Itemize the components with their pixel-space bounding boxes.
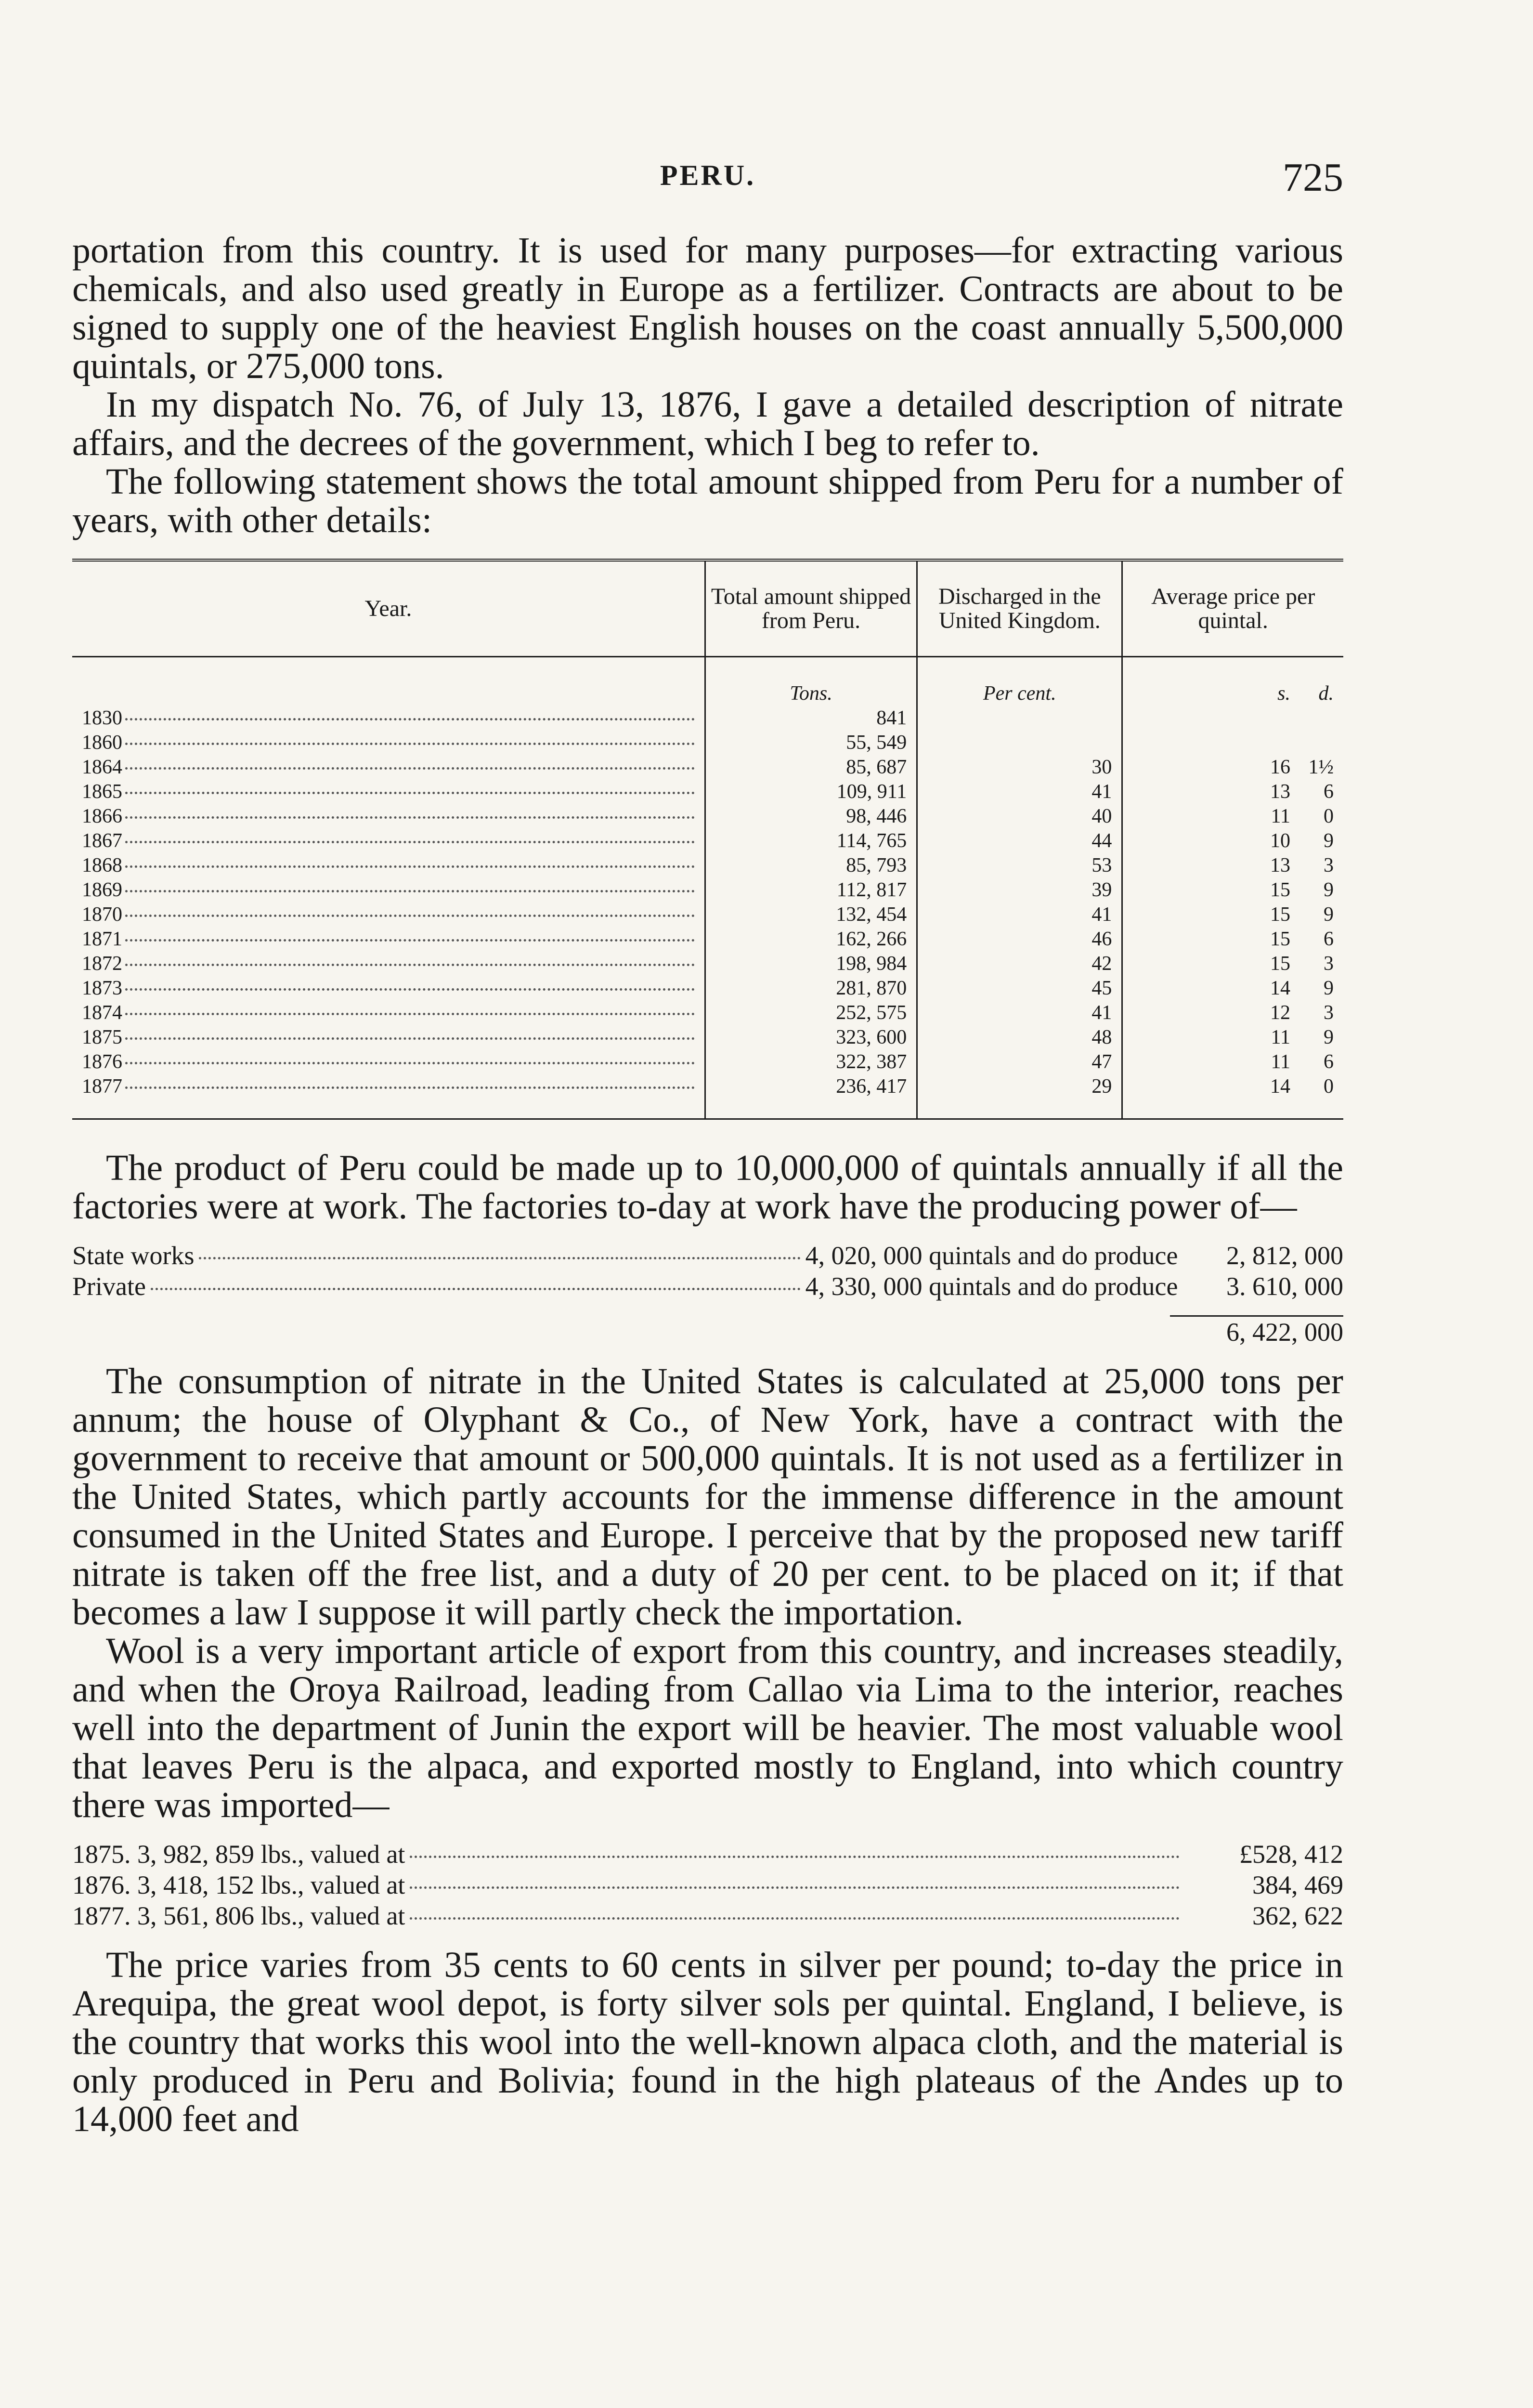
tons-cell: 841 [705, 706, 917, 731]
year-value: 1866 [82, 805, 122, 827]
table-row [72, 1001, 1343, 1025]
price-pence: 6 [1324, 781, 1334, 803]
column-header-total: Total amount shipped from Peru. [705, 560, 917, 657]
tons-cell: 323, 600 [705, 1025, 917, 1050]
leader-dots [410, 1917, 1180, 1920]
ledger-label: 1877. 3, 561, 806 lbs., valued at [72, 1901, 405, 1930]
column-header-year: Year. [72, 560, 705, 657]
table-row [72, 952, 1343, 976]
ledger-amount: 384, 469 [1252, 1871, 1343, 1899]
leader-dots [125, 743, 695, 745]
column-header-price: Average price per quintal. [1122, 560, 1343, 657]
table-row [72, 706, 1343, 731]
price-cell [1122, 1025, 1343, 1050]
tons-cell: 322, 387 [705, 1050, 917, 1074]
table-row [72, 829, 1343, 853]
paragraph: portation from this country. It is used for many purposes—for extracting various chemicals, and also used greatly in Europe as a fertilizer. Contracts are about to be signed to supply one of the heaviest English houses on the coast annually 5,500,000 quintals, or 275,000 tons. [72, 230, 1343, 386]
year-value: 1865 [82, 781, 122, 803]
percent-cell: 41 [917, 780, 1122, 804]
ledger-line [72, 1839, 1343, 1870]
leader-dots [125, 718, 695, 720]
leader-dots [125, 1062, 695, 1064]
leader-dots [125, 890, 695, 892]
year-cell [72, 755, 705, 780]
page-body [72, 231, 1343, 2138]
price-cell [1122, 1001, 1343, 1025]
year-value: 1869 [82, 879, 122, 901]
year-cell [72, 829, 705, 853]
leader-dots [125, 988, 695, 991]
price-cell [1122, 780, 1343, 804]
leader-dots [125, 792, 695, 794]
ledger-amount: 362, 622 [1252, 1901, 1343, 1930]
price-shillings: 13 [1270, 854, 1290, 877]
tons-cell: 281, 870 [705, 976, 917, 1001]
price-pence: 6 [1324, 1051, 1334, 1073]
percent-cell: 39 [917, 878, 1122, 903]
paragraph: Wool is a very important article of export from this country, and increases steadily, and when the Oroya Railroad, leading from Callao via Lima to the interior, reaches well into the department of Junin the export will be heavier. The most valuable wool that leaves Peru is the alpaca, and exported mostly to England, into which country there was imported— [72, 1631, 1343, 1825]
page-title: PERU. [660, 159, 756, 191]
table-row [72, 1050, 1343, 1074]
price-cell [1122, 731, 1343, 755]
year-cell [72, 976, 705, 1001]
price-pence: 9 [1324, 879, 1334, 901]
paragraph: The product of Peru could be made up to 10,000,000 of quintals annually if all the factories were at work. The factories to-day at work have the producing power of— [72, 1148, 1343, 1227]
price-cell [1122, 1050, 1343, 1074]
year-cell [72, 952, 705, 976]
year-cell [72, 1074, 705, 1119]
price-shillings: 15 [1270, 928, 1290, 950]
percent-cell [917, 706, 1122, 731]
ledger-detail: 4, 020, 000 quintals and do produce [805, 1241, 1178, 1270]
tons-cell: 252, 575 [705, 1001, 917, 1025]
leader-dots [125, 767, 695, 770]
ledger-total: 6, 422, 000 [1226, 1318, 1343, 1347]
leader-dots [125, 1037, 695, 1040]
year-value: 1877 [82, 1075, 122, 1098]
leader-dots [410, 1886, 1180, 1889]
tons-cell: 162, 266 [705, 927, 917, 952]
tons-cell: 85, 687 [705, 755, 917, 780]
price-shillings: 15 [1270, 879, 1290, 901]
leader-dots [125, 1013, 695, 1015]
year-value: 1870 [82, 903, 122, 926]
price-pence: 3 [1324, 854, 1334, 877]
page-number: 725 [1283, 155, 1343, 200]
unit-cell [72, 657, 705, 707]
tons-cell: 112, 817 [705, 878, 917, 903]
leader-dots [125, 1086, 695, 1089]
price-pence: 3 [1324, 1002, 1334, 1024]
price-shillings: 11 [1271, 1051, 1290, 1073]
table-row [72, 1074, 1343, 1119]
year-cell [72, 731, 705, 755]
leader-dots [151, 1288, 801, 1290]
year-value: 1830 [82, 707, 122, 729]
leader-dots [410, 1856, 1180, 1858]
year-cell [72, 1025, 705, 1050]
table-row [72, 804, 1343, 829]
year-cell [72, 903, 705, 927]
ledger-label: Private [72, 1272, 146, 1301]
unit-row [72, 657, 1343, 707]
price-pence: 9 [1324, 1026, 1334, 1048]
percent-cell: 47 [917, 1050, 1122, 1074]
price-shillings: 11 [1271, 1026, 1290, 1048]
price-cell [1122, 755, 1343, 780]
price-pence: 9 [1324, 903, 1334, 926]
tons-cell: 98, 446 [705, 804, 917, 829]
wool-imports-ledger [72, 1839, 1343, 1931]
ledger-label: State works [72, 1241, 195, 1270]
paragraph: The consumption of nitrate in the United States is calculated at 25,000 tons per annum; the house of Olyphant & Co., of New York, have a contract with the government to receive that amount or 500,000 quintals. It is not used as a fertilizer in the United States, which partly accounts for the immense difference in the amount consumed in the United States and Europe. I perceive that by the proposed new tariff nitrate is taken off the free list, and a duty of 20 per cent. to be placed on it; if that becomes a law I suppose it will partly check the importation. [72, 1361, 1343, 1633]
price-pence: 0 [1324, 1075, 1334, 1098]
percent-cell: 29 [917, 1074, 1122, 1119]
table-row [72, 976, 1343, 1001]
price-pence: 6 [1324, 928, 1334, 950]
tons-cell: 55, 549 [705, 731, 917, 755]
ledger-line [72, 1900, 1343, 1931]
paragraph: The following statement shows the total amount shipped from Peru for a number of years, with other details: [72, 461, 1343, 540]
table-row [72, 853, 1343, 878]
price-pence: 0 [1324, 805, 1334, 827]
unit-pence: d. [1318, 682, 1334, 705]
year-cell [72, 706, 705, 731]
price-cell [1122, 829, 1343, 853]
price-cell [1122, 903, 1343, 927]
running-head [72, 155, 1343, 202]
year-value: 1860 [82, 732, 122, 754]
year-value: 1871 [82, 928, 122, 950]
percent-cell: 41 [917, 903, 1122, 927]
price-shillings: 15 [1270, 903, 1290, 926]
year-value: 1873 [82, 977, 122, 999]
price-pence: 9 [1324, 830, 1334, 852]
price-pence: 1½ [1308, 756, 1334, 778]
ledger-line [72, 1870, 1343, 1900]
price-cell [1122, 976, 1343, 1001]
price-cell [1122, 1074, 1343, 1119]
works-ledger [72, 1240, 1343, 1348]
percent-cell: 48 [917, 1025, 1122, 1050]
leader-dots [125, 964, 695, 966]
table-row [72, 878, 1343, 903]
table-row [72, 903, 1343, 927]
year-value: 1872 [82, 953, 122, 975]
percent-cell: 44 [917, 829, 1122, 853]
table-row [72, 755, 1343, 780]
ledger-amount: 2, 812, 000 [1226, 1241, 1343, 1270]
paragraph: In my dispatch No. 76, of July 13, 1876, I gave a detailed description of nitrate affairs, and the decrees of the government, which I beg to refer to. [72, 384, 1343, 463]
unit-shillings: s. [1277, 682, 1290, 705]
column-header-discharged: Discharged in the United Kingdom. [917, 560, 1122, 657]
table-row [72, 1025, 1343, 1050]
percent-cell [917, 731, 1122, 755]
price-cell [1122, 878, 1343, 903]
price-cell [1122, 706, 1343, 731]
table-row [72, 780, 1343, 804]
year-value: 1875 [82, 1026, 122, 1048]
price-shillings: 11 [1271, 805, 1290, 827]
ledger-label: 1876. 3, 418, 152 lbs., valued at [72, 1871, 405, 1899]
table-row [72, 731, 1343, 755]
year-cell [72, 804, 705, 829]
year-cell [72, 1050, 705, 1074]
price-pence: 3 [1324, 953, 1334, 975]
nitrate-shipments-table [72, 559, 1343, 1120]
price-shillings: 12 [1270, 1002, 1290, 1024]
percent-cell: 41 [917, 1001, 1122, 1025]
price-cell [1122, 952, 1343, 976]
leader-dots [125, 915, 695, 917]
price-cell [1122, 853, 1343, 878]
unit-cell-tons: Tons. [705, 657, 917, 707]
percent-cell: 30 [917, 755, 1122, 780]
price-shillings: 14 [1270, 1075, 1290, 1098]
year-value: 1876 [82, 1051, 122, 1073]
unit-cell-price [1122, 657, 1343, 707]
ledger-line [72, 1271, 1343, 1302]
tons-cell: 85, 793 [705, 853, 917, 878]
year-cell [72, 780, 705, 804]
tons-cell: 198, 984 [705, 952, 917, 976]
ledger-line [72, 1240, 1343, 1271]
leader-dots [125, 841, 695, 843]
year-cell [72, 853, 705, 878]
price-shillings: 15 [1270, 953, 1290, 975]
leader-dots [125, 865, 695, 868]
percent-cell: 53 [917, 853, 1122, 878]
percent-cell: 42 [917, 952, 1122, 976]
tons-cell: 236, 417 [705, 1074, 917, 1119]
price-cell [1122, 804, 1343, 829]
year-cell [72, 1001, 705, 1025]
unit-cell-percent: Per cent. [917, 657, 1122, 707]
ledger-label: 1875. 3, 982, 859 lbs., valued at [72, 1840, 405, 1869]
leader-dots [125, 816, 695, 819]
price-shillings: 16 [1270, 756, 1290, 778]
ledger-detail: 4, 330, 000 quintals and do produce [805, 1272, 1178, 1301]
ledger-amount: 3. 610, 000 [1226, 1272, 1343, 1301]
leader-dots [199, 1257, 800, 1259]
year-value: 1868 [82, 854, 122, 877]
year-value: 1874 [82, 1002, 122, 1024]
percent-cell: 45 [917, 976, 1122, 1001]
table-row [72, 927, 1343, 952]
price-pence: 9 [1324, 977, 1334, 999]
tons-cell: 114, 765 [705, 829, 917, 853]
price-shillings: 10 [1270, 830, 1290, 852]
paragraph: The price varies from 35 cents to 60 cents in silver per pound; to-day the price in Arequipa, the great wool depot, is forty silver sols per quintal. England, I believe, is the country that works this wool into the well-known alpaca cloth, and the material is only produced in Peru and Bolivia; found in the high plateaus of the Andes up to 14,000 feet and [72, 1945, 1343, 2139]
tons-cell: 132, 454 [705, 903, 917, 927]
price-shillings: 14 [1270, 977, 1290, 999]
year-value: 1864 [82, 756, 122, 778]
price-cell [1122, 927, 1343, 952]
year-cell [72, 927, 705, 952]
percent-cell: 40 [917, 804, 1122, 829]
percent-cell: 46 [917, 927, 1122, 952]
price-shillings: 13 [1270, 781, 1290, 803]
year-value: 1867 [82, 830, 122, 852]
tons-cell: 109, 911 [705, 780, 917, 804]
leader-dots [125, 939, 695, 942]
ledger-amount: £528, 412 [1239, 1840, 1343, 1869]
year-cell [72, 878, 705, 903]
